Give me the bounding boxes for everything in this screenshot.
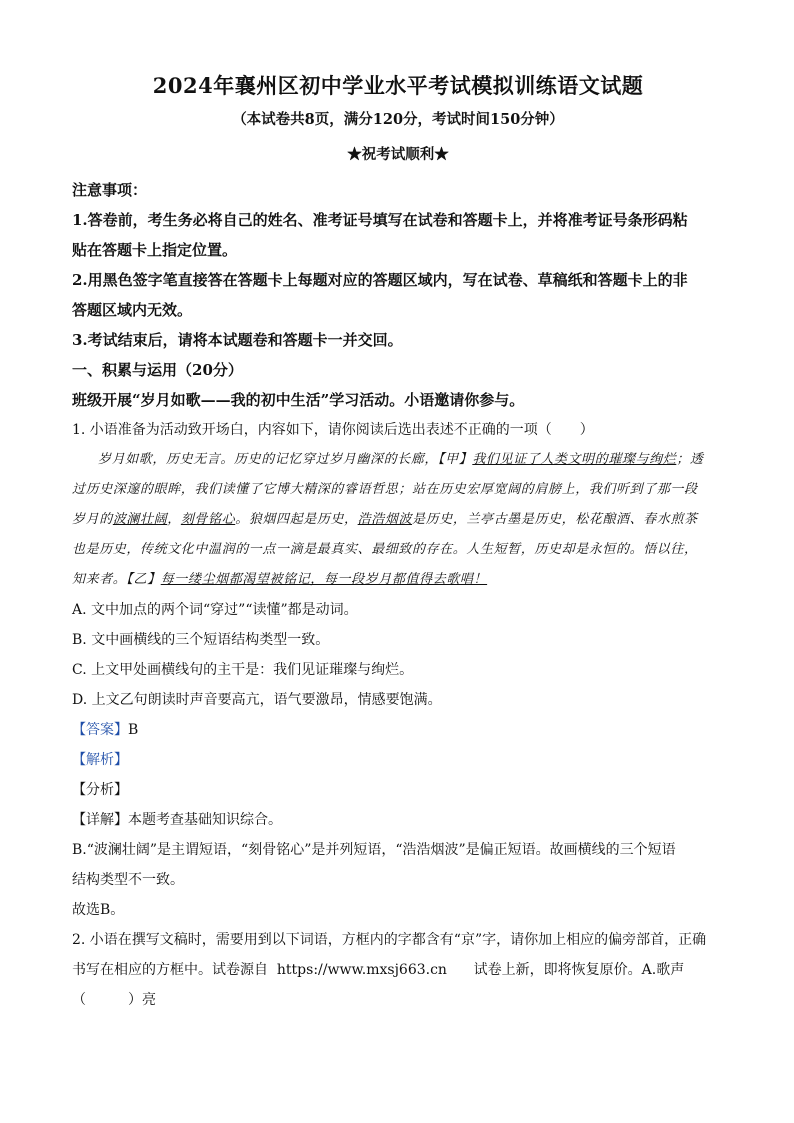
passage-line: 过历史深邃的眼眸，我们读懂了它博大精深的睿语哲思；站在历史宏厚宽阔的肩膀上，我们听到了那一段 <box>72 482 698 497</box>
section-heading: 一、积累与运用（20分） <box>72 361 243 379</box>
conclusion-line: 故选B。 <box>72 902 125 918</box>
underlined-phrase: 浩浩烟波 <box>357 512 413 527</box>
question-2-stem: 2. 小语在撰写文稿时，需要用到以下词语，方框内的字都含有“京”字，请你加上相应的偏旁部首，正确 <box>72 932 707 948</box>
question-2-line: 书写在相应的方框中。试卷源自 https://www.mxsj663.cn 试卷上新，即将恢复原价。A.歌声（ ）亮 <box>72 962 685 1008</box>
question-1-stem: 1. 小语准备为活动致开场白，内容如下，请你阅读后选出表述不正确的一项（ ） <box>72 422 594 438</box>
passage-line: 岁月的波澜壮阔，刻骨铭心。狼烟四起是历史，浩浩烟波是历史，兰亭古墨是历史，松花酿酒、春水煎茶 <box>72 512 698 527</box>
passage-line: 岁月如歌，历史无言。历史的记忆穿过岁月幽深的长廊，【甲】我们见证了人类文明的璀璨与绚烂；透 <box>98 452 704 467</box>
option-d: D. 上文乙句朗读时声音要高亢，语气要激昂，情感要饱满。 <box>72 692 442 708</box>
explain-line: B.“波澜壮阔”是主谓短语，“刻骨铭心”是并列短语，“浩浩烟波”是偏正短语。故画横线的三个短语 <box>72 842 676 858</box>
page-title: 2024年襄州区初中学业水平考试模拟训练语文试题 <box>152 73 644 98</box>
underlined-sentence-yi: 每一缕尘烟都渴望被铭记，每一段岁月都值得去歌唱！ <box>160 572 488 587</box>
analysis-tag: 【解析】 <box>72 752 128 768</box>
notice-heading: 注意事项： <box>72 181 148 199</box>
underlined-phrase: 刻骨铭心 <box>180 512 236 527</box>
question-1-passage <box>72 445 724 595</box>
answer-line <box>72 715 724 745</box>
exam-subtitle: （本试卷共8页，满分120分，考试时间150分钟） <box>232 111 564 128</box>
option-c: C. 上文甲处画横线句的主干是：我们见证璀璨与绚烂。 <box>72 662 414 678</box>
notice-item: 2.用黑色签字笔直接答在答题卡上每题对应的答题区域内，写在试卷、草稿纸和答题卡上的非 <box>72 271 688 289</box>
notice-item: 1.答卷前，考生务必将自己的姓名、准考证号填写在试卷和答题卡上，并将准考证号条形码粘 <box>72 211 688 229</box>
explain-line: 结构类型不一致。 <box>72 872 184 888</box>
notice-item: 贴在答题卡上指定位置。 <box>72 241 238 259</box>
option-b: B. 文中画横线的三个短语结构类型一致。 <box>72 632 330 648</box>
passage-line: 也是历史，传统文化中温润的一点一滴是最真实、最细致的存在。人生短暂，历史却是永恒的。悟以往， <box>72 542 698 557</box>
section-intro: 班级开展“岁月如歌——我的初中生活”学习活动。小语邀请你参与。 <box>72 391 525 409</box>
detail-tag: 【详解】 <box>72 812 128 828</box>
underlined-phrase: 波澜壮阔 <box>112 512 168 527</box>
answer-value: B <box>128 722 139 738</box>
fenxi-tag: 【分析】 <box>72 782 128 798</box>
underlined-sentence-jia: 我们见证了人类文明的璀璨与绚烂 <box>472 452 677 467</box>
option-a: A. 文中加点的两个词“穿过”“读懂”都是动词。 <box>72 602 358 618</box>
passage-line: 知来者。【乙】每一缕尘烟都渴望被铭记，每一段岁月都值得去歌唱！ <box>72 572 488 587</box>
exam-wish: ★祝考试顺利★ <box>347 146 449 163</box>
source-url: https://www.mxsj663.cn <box>276 962 447 978</box>
notice-item: 3.考试结束后，请将本试题卷和答题卡一并交回。 <box>72 331 403 349</box>
answer-tag: 【答案】 <box>72 722 128 738</box>
detail-line: 【详解】本题考查基础知识综合。 <box>72 812 282 828</box>
exam-page <box>72 62 724 1015</box>
notice-item: 答题区域内无效。 <box>72 301 193 319</box>
